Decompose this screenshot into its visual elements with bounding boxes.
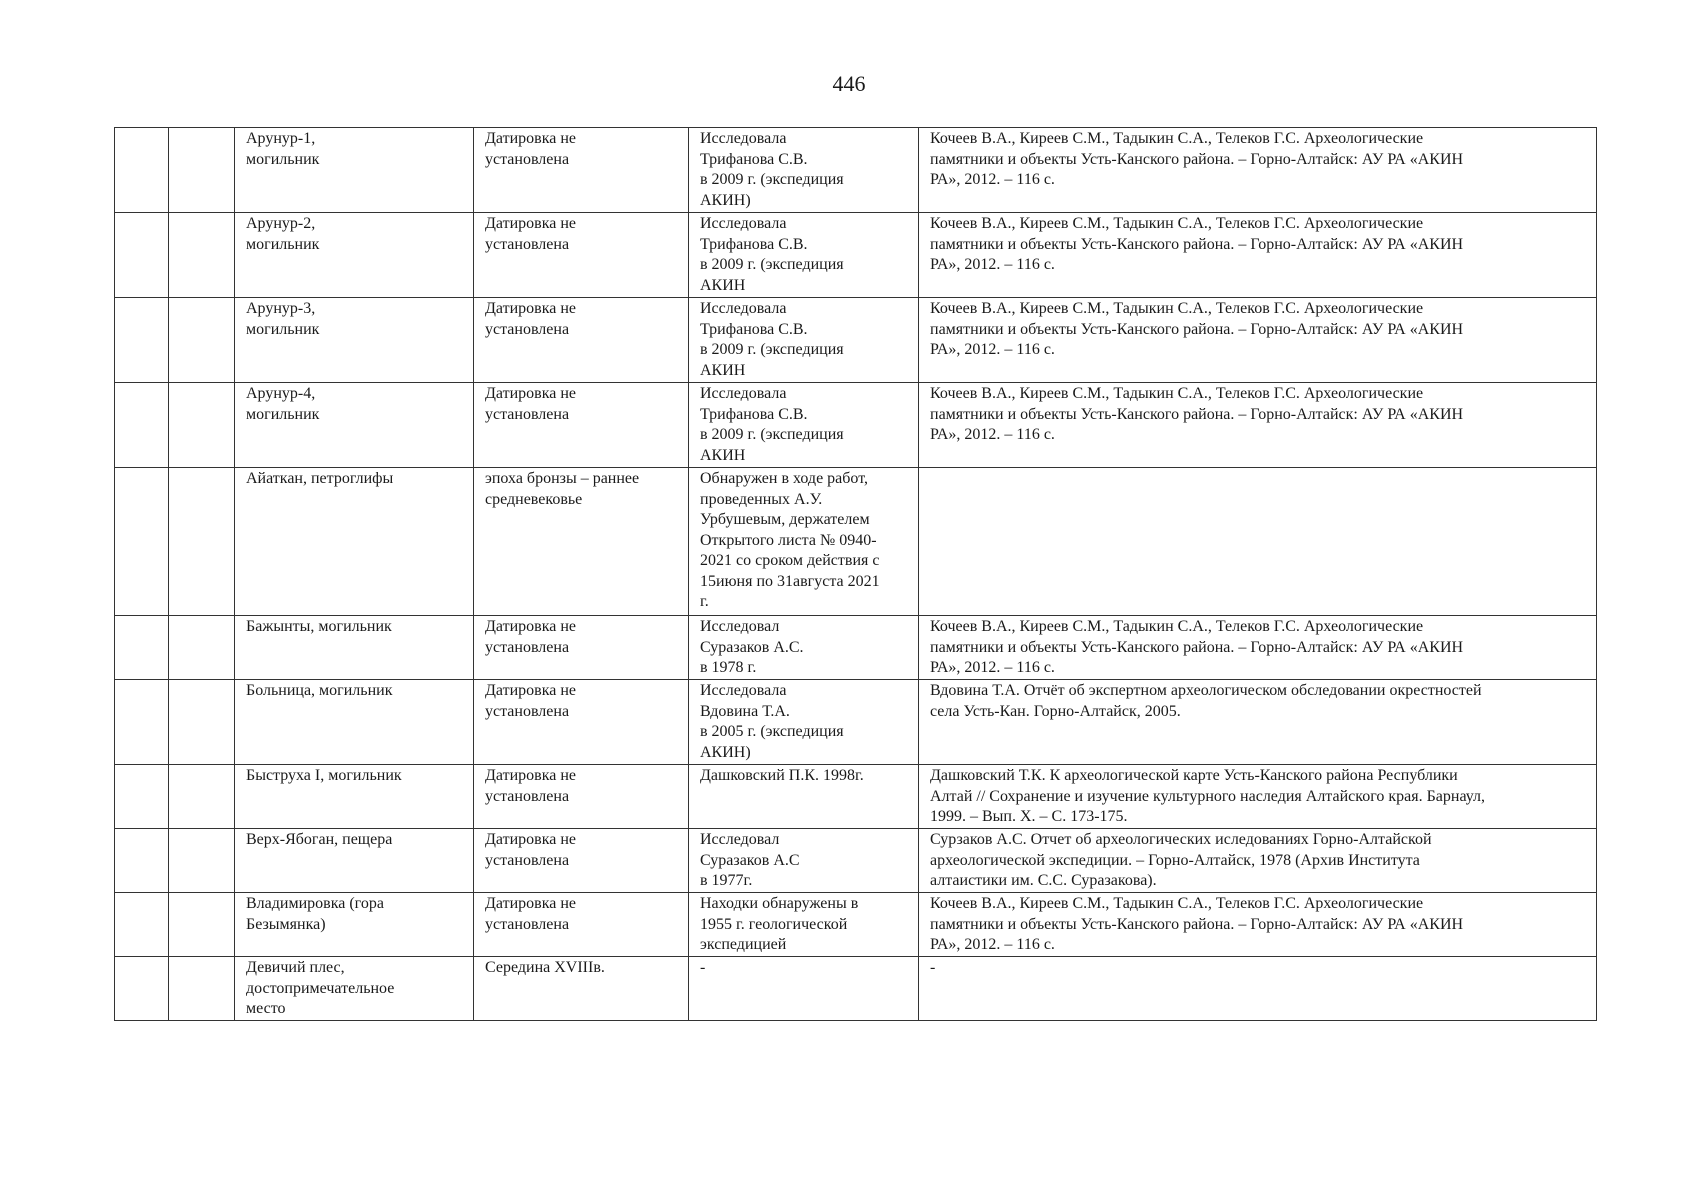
monument-dating: Датировка не установлена bbox=[474, 298, 689, 383]
monument-source: Дашковский Т.К. К археологической карте Усть-Канского района Республики Алтай // Сохранение и изучение культурного наследия Алтайского края. Барнаул, 1999. – Вып. X. – С. 173-175. bbox=[919, 765, 1597, 829]
monument-source: Кочеев В.А., Киреев С.М., Тадыкин С.А., Телеков Г.С. Археологические памятники и объекты Усть-Канского района. – Горно-Алтайск: АУ РА «АКИН РА», 2012. – 116 с. bbox=[919, 128, 1597, 213]
monument-dating: Датировка не установлена bbox=[474, 680, 689, 765]
number-cell bbox=[115, 680, 169, 765]
code-cell bbox=[169, 616, 235, 680]
number-cell bbox=[115, 957, 169, 1021]
monument-dating: Датировка не установлена bbox=[474, 213, 689, 298]
monument-dating: Датировка не установлена bbox=[474, 829, 689, 893]
monument-dating: Датировка не установлена bbox=[474, 128, 689, 213]
monument-dating: Датировка не установлена bbox=[474, 765, 689, 829]
code-cell bbox=[169, 298, 235, 383]
monument-research: Находки обнаружены в 1955 г. геологической экспедицией bbox=[689, 893, 919, 957]
monument-name: Больница, могильник bbox=[235, 680, 474, 765]
monument-name: Быструха I, могильник bbox=[235, 765, 474, 829]
number-cell bbox=[115, 765, 169, 829]
monument-research: Дашковский П.К. 1998г. bbox=[689, 765, 919, 829]
table-row bbox=[115, 213, 1597, 298]
code-cell bbox=[169, 128, 235, 213]
monument-name: Арунур-1, могильник bbox=[235, 128, 474, 213]
code-cell bbox=[169, 468, 235, 616]
table-row bbox=[115, 383, 1597, 468]
monument-research: Исследовала Трифанова С.В. в 2009 г. (экспедиция АКИН bbox=[689, 213, 919, 298]
code-cell bbox=[169, 893, 235, 957]
monument-name: Арунур-4, могильник bbox=[235, 383, 474, 468]
monument-research: Исследовал Суразаков А.С. в 1978 г. bbox=[689, 616, 919, 680]
monument-research: Исследовал Суразаков А.С в 1977г. bbox=[689, 829, 919, 893]
monument-research: Исследовала Вдовина Т.А. в 2005 г. (экспедиция АКИН) bbox=[689, 680, 919, 765]
number-cell bbox=[115, 893, 169, 957]
monument-source: Сурзаков А.С. Отчет об археологических иследованиях Горно-Алтайской археологической экспедиции. – Горно-Алтайск, 1978 (Архив Института алтаистики им. С.С. Суразакова). bbox=[919, 829, 1597, 893]
monument-source: Кочеев В.А., Киреев С.М., Тадыкин С.А., Телеков Г.С. Археологические памятники и объекты Усть-Канского района. – Горно-Алтайск: АУ РА «АКИН РА», 2012. – 116 с. bbox=[919, 213, 1597, 298]
table-row bbox=[115, 829, 1597, 893]
monument-source bbox=[919, 468, 1597, 616]
monument-dating: эпоха бронзы – раннее средневековье bbox=[474, 468, 689, 616]
monument-name: Арунур-2, могильник bbox=[235, 213, 474, 298]
monument-dating: Датировка не установлена bbox=[474, 893, 689, 957]
code-cell bbox=[169, 383, 235, 468]
monument-dating: Датировка не установлена bbox=[474, 383, 689, 468]
monument-research: Исследовала Трифанова С.В. в 2009 г. (экспедиция АКИН bbox=[689, 383, 919, 468]
monument-source: Кочеев В.А., Киреев С.М., Тадыкин С.А., Телеков Г.С. Археологические памятники и объекты Усть-Канского района. – Горно-Алтайск: АУ РА «АКИН РА», 2012. – 116 с. bbox=[919, 616, 1597, 680]
monument-research: Исследовала Трифанова С.В. в 2009 г. (экспедиция АКИН bbox=[689, 298, 919, 383]
code-cell bbox=[169, 765, 235, 829]
monument-name: Владимировка (гора Безымянка) bbox=[235, 893, 474, 957]
table-row bbox=[115, 893, 1597, 957]
number-cell bbox=[115, 298, 169, 383]
monument-name: Бажынты, могильник bbox=[235, 616, 474, 680]
table-row bbox=[115, 468, 1597, 616]
number-cell bbox=[115, 829, 169, 893]
code-cell bbox=[169, 680, 235, 765]
monument-source: - bbox=[919, 957, 1597, 1021]
monument-name: Девичий плес, достопримечательное место bbox=[235, 957, 474, 1021]
monument-source: Кочеев В.А., Киреев С.М., Тадыкин С.А., Телеков Г.С. Археологические памятники и объекты Усть-Канского района. – Горно-Алтайск: АУ РА «АКИН РА», 2012. – 116 с. bbox=[919, 893, 1597, 957]
table-row bbox=[115, 298, 1597, 383]
number-cell bbox=[115, 383, 169, 468]
number-cell bbox=[115, 128, 169, 213]
number-cell bbox=[115, 468, 169, 616]
monument-name: Айаткан, петроглифы bbox=[235, 468, 474, 616]
table-row bbox=[115, 765, 1597, 829]
monument-dating: Датировка не установлена bbox=[474, 616, 689, 680]
monument-research: - bbox=[689, 957, 919, 1021]
number-cell bbox=[115, 213, 169, 298]
monument-source: Кочеев В.А., Киреев С.М., Тадыкин С.А., Телеков Г.С. Археологические памятники и объекты Усть-Канского района. – Горно-Алтайск: АУ РА «АКИН РА», 2012. – 116 с. bbox=[919, 298, 1597, 383]
monuments-table bbox=[114, 127, 1597, 1021]
number-cell bbox=[115, 616, 169, 680]
monument-name: Верх-Ябоган, пещера bbox=[235, 829, 474, 893]
monument-source: Вдовина Т.А. Отчёт об экспертном археологическом обследовании окрестностей села Усть-Кан. Горно-Алтайск, 2005. bbox=[919, 680, 1597, 765]
table-row bbox=[115, 616, 1597, 680]
code-cell bbox=[169, 957, 235, 1021]
page-number: 446 bbox=[832, 71, 866, 96]
table-row bbox=[115, 680, 1597, 765]
monument-research: Исследовала Трифанова С.В. в 2009 г. (экспедиция АКИН) bbox=[689, 128, 919, 213]
table-row bbox=[115, 128, 1597, 213]
code-cell bbox=[169, 829, 235, 893]
monument-dating: Середина XVIIIв. bbox=[474, 957, 689, 1021]
monument-name: Арунур-3, могильник bbox=[235, 298, 474, 383]
monument-source: Кочеев В.А., Киреев С.М., Тадыкин С.А., Телеков Г.С. Археологические памятники и объекты Усть-Канского района. – Горно-Алтайск: АУ РА «АКИН РА», 2012. – 116 с. bbox=[919, 383, 1597, 468]
table-row bbox=[115, 957, 1597, 1021]
code-cell bbox=[169, 213, 235, 298]
monument-research: Обнаружен в ходе работ, проведенных А.У. Урбушевым, держателем Открытого листа № 0940- 2021 со сроком действия с 15июня по 31августа 2021 г. bbox=[689, 468, 919, 616]
